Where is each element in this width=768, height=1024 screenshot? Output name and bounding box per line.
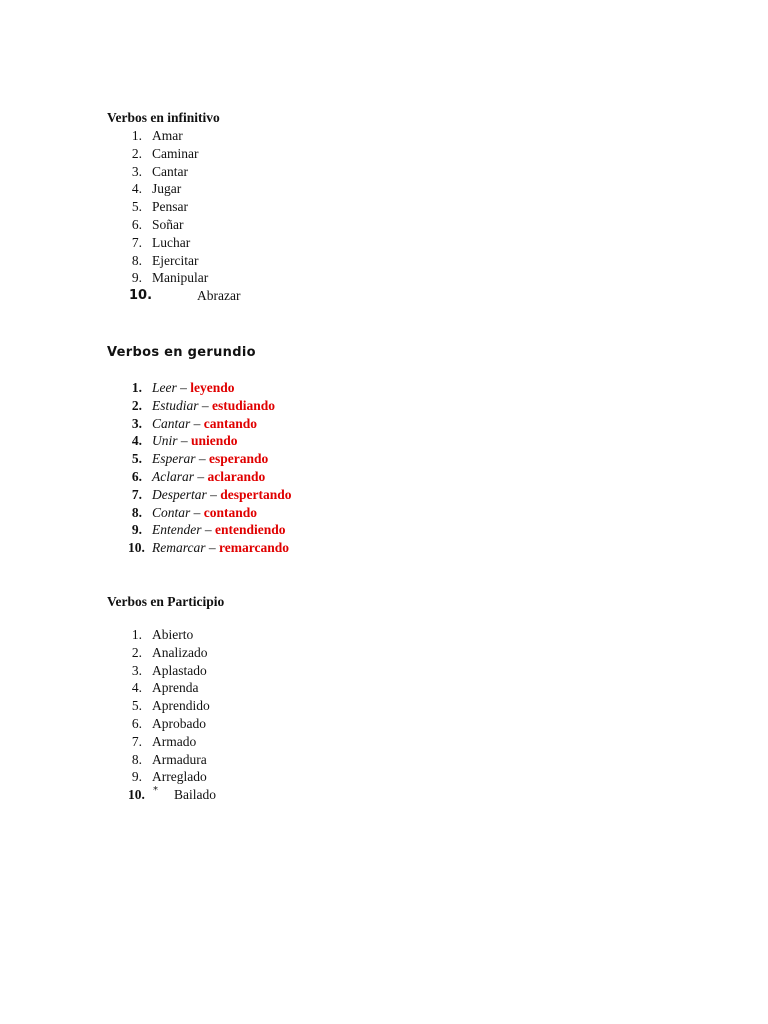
item-text <box>152 504 257 522</box>
list-item <box>107 216 220 234</box>
verb-infinitive: Remarcar <box>152 540 206 556</box>
item-number: 3. <box>131 662 142 678</box>
item-text <box>152 450 268 468</box>
item-word: Aprendido <box>152 698 210 714</box>
item-number: 7. <box>131 234 142 250</box>
item-number: 2. <box>131 397 142 413</box>
verb-gerund: leyendo <box>190 380 235 395</box>
list-gerundio <box>107 379 292 557</box>
section-participio <box>107 593 224 804</box>
item-number: 1. <box>131 627 142 642</box>
dash: – <box>208 540 216 556</box>
item-number: 5. <box>131 451 142 467</box>
list-item <box>107 679 224 697</box>
verb-infinitive: Estudiar <box>152 397 199 413</box>
list-item <box>107 127 220 145</box>
item-word: Analizado <box>152 644 208 660</box>
item-word: Armado <box>152 733 197 749</box>
list-item <box>107 252 220 270</box>
item-word: Abrazar <box>197 288 241 304</box>
item-word: Amar <box>152 128 183 143</box>
verb-infinitive: Contar <box>152 504 191 520</box>
dash: – <box>197 468 205 484</box>
item-text <box>152 539 289 557</box>
item-word: Cantar <box>152 163 188 179</box>
item-number: 10. <box>128 540 145 556</box>
dash: – <box>193 415 201 431</box>
list-item <box>107 432 256 450</box>
item-number: 4. <box>131 181 142 197</box>
verb-infinitive: Entender <box>152 522 202 538</box>
item-word: Aprenda <box>152 680 199 696</box>
dash: – <box>180 433 188 449</box>
list-item <box>107 697 224 715</box>
heading-participio: Verbos en Participio <box>107 594 225 609</box>
item-word: Jugar <box>152 181 182 197</box>
list-item <box>107 180 220 198</box>
item-word: Abierto <box>152 627 194 642</box>
verb-infinitive: Esperar <box>152 451 196 467</box>
item-word: Ejercitar <box>152 252 199 268</box>
item-number: 4. <box>131 680 142 696</box>
item-number: 9. <box>131 270 142 286</box>
dash: – <box>210 486 217 502</box>
list-item <box>107 287 241 305</box>
heading-infinitivo: Verbos en infinitivo <box>107 110 220 125</box>
list-item <box>107 145 220 163</box>
item-word: Bailado <box>174 787 216 803</box>
list-item <box>107 198 220 216</box>
list-item <box>107 521 286 539</box>
item-word: Aplastado <box>152 662 207 678</box>
list-item <box>107 504 256 522</box>
list-item <box>107 163 220 181</box>
list-item <box>107 644 224 662</box>
list-item <box>107 269 220 287</box>
item-number: 8. <box>131 504 142 520</box>
item-number: 10. <box>128 787 145 803</box>
list-item <box>107 786 224 804</box>
item-word: Armadura <box>152 751 207 767</box>
item-number: 7. <box>131 486 142 502</box>
list-item <box>107 626 224 644</box>
item-text <box>152 432 238 450</box>
item-number: 1. <box>131 380 142 395</box>
list-item <box>107 450 269 468</box>
item-number: 2. <box>131 145 142 161</box>
item-number: 6. <box>131 216 142 232</box>
item-number: 3. <box>131 415 142 431</box>
item-number: 9. <box>131 769 142 785</box>
list-item <box>107 715 224 733</box>
verb-gerund: remarcando <box>219 540 289 556</box>
item-text <box>152 486 292 504</box>
item-number: 10. <box>129 288 153 304</box>
verb-infinitive: Leer <box>152 380 177 395</box>
dash: – <box>201 397 209 413</box>
item-word: Manipular <box>152 270 209 286</box>
verb-gerund: uniendo <box>191 433 238 449</box>
item-word: Aprobado <box>152 715 206 731</box>
list-item <box>107 539 289 557</box>
verb-gerund: aclarando <box>207 468 266 484</box>
dash: – <box>193 504 201 520</box>
item-number: 8. <box>131 252 142 268</box>
heading-gerundio: Verbos en gerundio <box>107 345 256 360</box>
section-infinitivo <box>107 109 241 305</box>
verb-gerund: despertando <box>220 486 292 502</box>
list-item <box>107 768 224 786</box>
item-word: Soñar <box>152 216 184 232</box>
list-item <box>107 234 220 252</box>
item-text <box>152 468 265 486</box>
list-item <box>107 468 266 486</box>
item-word: Arreglado <box>152 769 207 785</box>
verb-infinitive: Aclarar <box>152 468 194 484</box>
list-infinitivo <box>107 127 241 305</box>
list-item <box>107 415 256 433</box>
verb-gerund: estudiando <box>212 397 276 413</box>
list-item <box>107 379 256 397</box>
item-text <box>152 379 235 397</box>
verb-gerund: cantando <box>203 415 258 431</box>
verb-infinitive: Unir <box>152 433 178 449</box>
item-number: 7. <box>131 733 142 749</box>
item-number: 6. <box>131 468 142 484</box>
item-number: 1. <box>131 128 142 143</box>
item-number: 3. <box>131 163 142 179</box>
verb-gerund: entendiendo <box>215 522 286 538</box>
item-number: 5. <box>131 698 142 714</box>
item-number: 2. <box>131 644 142 660</box>
list-item <box>107 486 292 504</box>
item-text <box>152 397 275 415</box>
verb-gerund: esperando <box>209 451 269 467</box>
item-word: Caminar <box>152 145 199 161</box>
item-number: 8. <box>131 751 142 767</box>
item-word: Luchar <box>152 234 191 250</box>
verb-infinitive: Cantar <box>152 415 191 431</box>
list-item <box>107 662 224 680</box>
list-item <box>107 397 276 415</box>
item-number: 9. <box>131 522 142 538</box>
asterisk-bullet-icon: * <box>153 785 158 797</box>
list-item <box>107 733 224 751</box>
dash: – <box>180 380 187 395</box>
dash: – <box>204 522 212 538</box>
section-gerundio <box>107 344 292 557</box>
item-text <box>152 521 286 539</box>
item-word: Pensar <box>152 199 188 215</box>
verb-infinitive: Despertar <box>152 486 207 502</box>
item-text <box>152 415 257 433</box>
item-number: 5. <box>131 199 142 215</box>
list-participio <box>107 626 224 804</box>
dash: – <box>198 451 206 467</box>
list-item <box>107 751 224 769</box>
verb-gerund: contando <box>203 504 258 520</box>
item-number: 4. <box>131 433 142 449</box>
item-number: 6. <box>131 715 142 731</box>
